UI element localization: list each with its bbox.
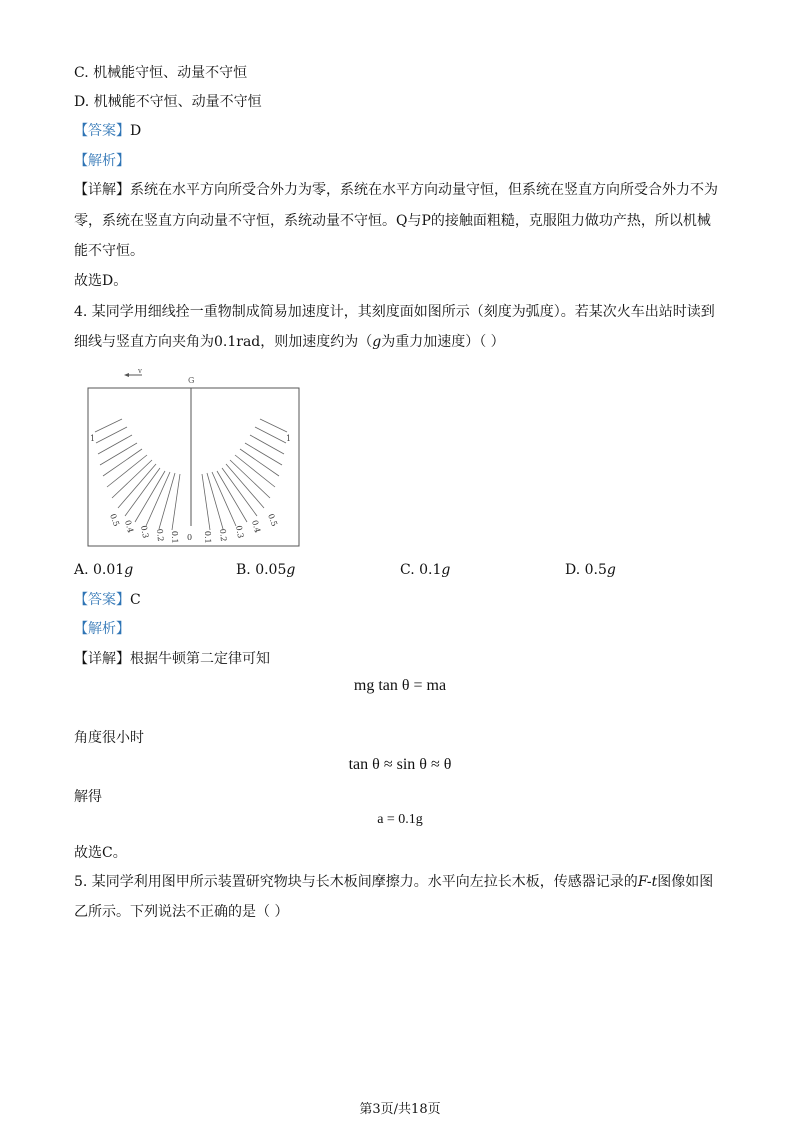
- analysis-label: 【解析】: [74, 153, 130, 169]
- answer-value: C: [130, 592, 141, 608]
- answer-tag: 【答案】: [74, 592, 130, 608]
- left-label-0-3: 0.3: [139, 524, 151, 539]
- answer-value: D: [130, 123, 142, 139]
- tick-right: [226, 464, 264, 508]
- answer-line-q4: [74, 590, 141, 610]
- question-5-line-2: 乙所示。下列说法不正确的是（ ）: [74, 904, 289, 920]
- top-label: G: [188, 376, 195, 385]
- detail-text: 根据牛顿第二定律可知: [130, 651, 270, 667]
- tick-left: [172, 474, 180, 530]
- page-footer: 第3页/共18页: [359, 1102, 441, 1117]
- answer-line-q3: [74, 121, 141, 141]
- q4-line2-post: 为重力加速度）（ ）: [381, 334, 505, 350]
- option-c-text: C. 0.1: [400, 562, 442, 578]
- arrow-label: v: [138, 367, 142, 375]
- q5-line1-post: 图像如图: [657, 874, 714, 890]
- option-c: C. 机械能守恒、动量不守恒: [74, 65, 248, 81]
- tick-right: [245, 443, 282, 465]
- option-c-g: g: [441, 562, 451, 578]
- left-label-0-4: 0.4: [123, 519, 136, 534]
- conclusion-q3: 故选D。: [74, 273, 128, 289]
- option-d-q4: [565, 562, 616, 578]
- option-a-g: g: [124, 562, 134, 578]
- q5-ft: F-t: [637, 874, 658, 890]
- tick-right: [202, 474, 210, 530]
- option-b: [236, 562, 295, 578]
- option-d-text: D. 0.5: [565, 562, 607, 578]
- side-label-left: 1: [90, 434, 96, 443]
- option-d-g: g: [606, 562, 616, 578]
- equation-result: a = 0.1g: [377, 812, 423, 827]
- question-5-line-1: [74, 872, 713, 892]
- conclusion-q4: 故选C。: [74, 845, 127, 861]
- tick-right: [207, 473, 223, 529]
- analysis-label: 【解析】: [74, 621, 130, 637]
- tick-right: [260, 419, 287, 432]
- left-ticks: [95, 419, 180, 530]
- option-b-g: g: [286, 562, 296, 578]
- analysis-tag-q4: [74, 619, 130, 639]
- option-c-q4: [400, 562, 450, 578]
- tick-right: [240, 449, 279, 476]
- right-label-0-1: 0.1: [203, 530, 213, 544]
- q4-line2-pre: 细线与竖直方向夹角为0.1rad，则加速度约为（: [74, 334, 373, 350]
- small-angle-text: 角度很小时: [74, 730, 144, 746]
- tick-left: [103, 449, 142, 476]
- detail-text: 系统在水平方向所受合外力为零，系统在水平方向动量守恒，但系统在竖直方向所受合外力不为: [130, 182, 718, 198]
- tick-left: [98, 435, 132, 454]
- tick-left: [146, 472, 170, 526]
- detail-tag: 【详解】: [74, 182, 130, 198]
- option-b-text: B. 0.05: [236, 562, 287, 578]
- right-label-0-3: 0.3: [234, 524, 246, 539]
- equation-newton: mg tan θ = ma: [353, 677, 447, 694]
- tick-right: [212, 472, 236, 526]
- velocity-arrow-head: [124, 373, 129, 377]
- question-4-line-2: [74, 332, 505, 352]
- tick-right: [250, 435, 284, 454]
- right-label-0-2: 0.2: [218, 528, 229, 542]
- right-label-0-5: 0.5: [266, 512, 279, 528]
- tick-left: [100, 443, 137, 465]
- right-label-0-4: 0.4: [250, 519, 263, 534]
- left-label-0-1: 0.1: [170, 530, 180, 544]
- option-a: [74, 562, 133, 578]
- detail-line-2-q3: 零，系统在竖直方向动量不守恒，系统动量不守恒。Q与P的接触面粗糙，克服阻力做功产热，所以机械: [74, 213, 711, 229]
- center-label: 0: [187, 533, 193, 542]
- left-label-0-2: 0.2: [155, 528, 166, 542]
- equation-small-angle: tan θ ≈ sin θ ≈ θ: [348, 756, 452, 773]
- tick-left: [118, 464, 156, 508]
- option-a-text: A. 0.01: [74, 562, 125, 578]
- detail-line-1-q3: [74, 180, 718, 200]
- side-label-right: 1: [286, 434, 292, 443]
- analysis-tag-q3: [74, 151, 130, 171]
- option-d: D. 机械能不守恒、动量不守恒: [74, 94, 262, 110]
- q5-line1-pre: 5. 某同学利用图甲所示装置研究物块与长木板间摩擦力。水平向左拉长木板，传感器记录的: [74, 874, 638, 890]
- detail-line-3-q3: 能不守恒。: [74, 243, 144, 259]
- question-4-line-1: 4. 某同学用细线拴一重物制成简易加速度计，其刻度面如图所示（刻度为弧度）。若某次火车出站时读到: [74, 304, 715, 320]
- tick-left: [95, 419, 122, 432]
- q4-line2-g: g: [372, 334, 382, 350]
- accelerometer-scale-figure: [80, 366, 302, 552]
- solve-text: 解得: [74, 789, 102, 805]
- detail-tag: 【详解】: [74, 651, 130, 667]
- left-label-0-5: 0.5: [108, 512, 121, 528]
- tick-left: [159, 473, 175, 529]
- answer-tag: 【答案】: [74, 123, 130, 139]
- detail-line-q4: [74, 649, 270, 669]
